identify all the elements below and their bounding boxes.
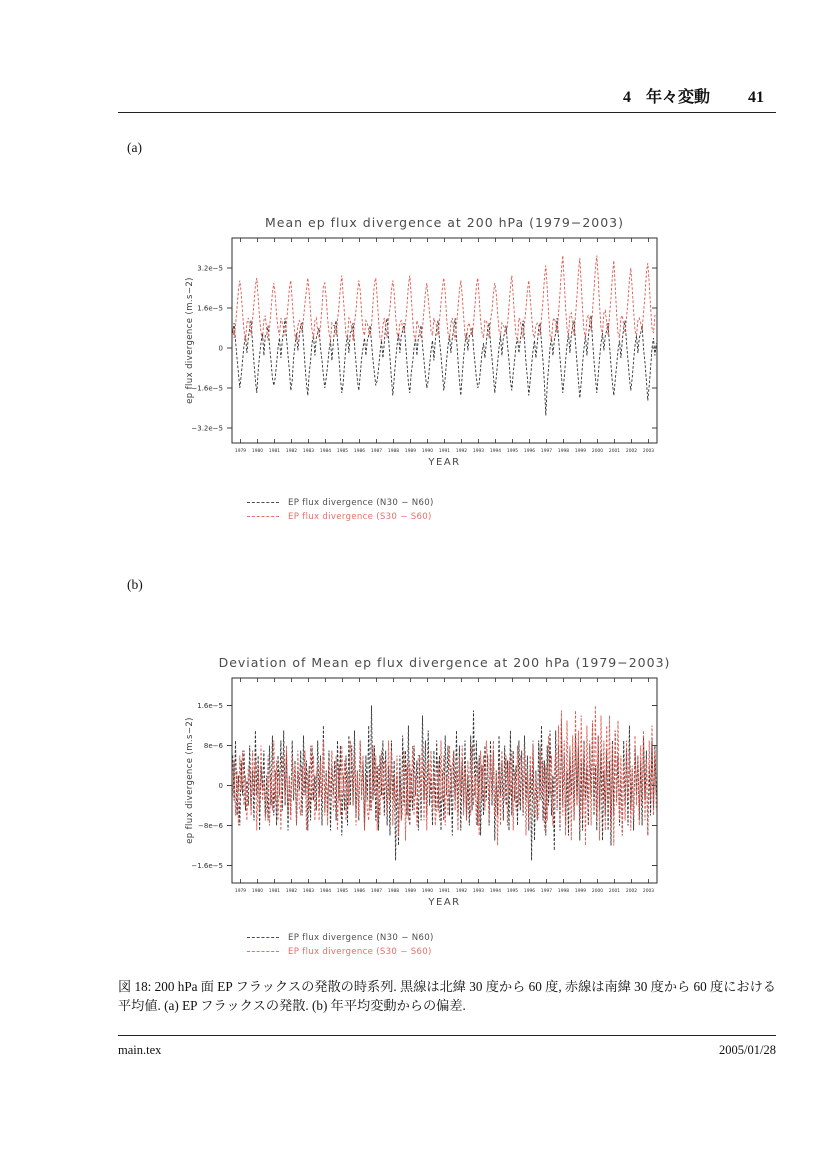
x-tick-label: 1990 [421, 889, 434, 894]
x-tick-label: 1980 [251, 889, 264, 894]
dashed-line-swatch [247, 951, 279, 952]
x-tick-label: 1995 [506, 889, 519, 894]
x-tick-label: 1997 [540, 449, 553, 454]
y-tick-label: 0 [218, 344, 223, 353]
x-tick-label: 1988 [387, 889, 400, 894]
legend-entry-s30-s60 [247, 510, 434, 524]
x-tick-label: 1980 [251, 449, 264, 454]
panel-label-b: (b) [127, 577, 143, 592]
y-tick-label: 0 [218, 782, 223, 790]
x-tick-label: 2001 [608, 889, 621, 894]
y-tick-label: 8e−6 [203, 742, 223, 750]
x-tick-label: 1991 [438, 449, 451, 454]
x-tick-label: 1989 [404, 449, 417, 454]
x-tick-label: 1987 [370, 449, 383, 454]
chart-b-canvas [118, 650, 718, 925]
x-tick-label: 1982 [285, 449, 298, 454]
x-tick-label: 1979 [234, 889, 247, 894]
chart-title: Mean ep flux divergence at 200 hPa (1979−2003) [264, 215, 625, 230]
chart-a-legend [247, 496, 434, 524]
x-tick-label: 1998 [557, 889, 570, 894]
x-tick-label: 1979 [234, 449, 247, 454]
x-tick-label: 1985 [336, 889, 349, 894]
x-tick-label: 1999 [574, 449, 587, 454]
y-tick-label: 1.6e−5 [197, 304, 223, 313]
y-tick-label: −1.6e−5 [191, 384, 223, 393]
x-tick-label: 2003 [642, 449, 655, 454]
dashed-line-swatch [247, 502, 279, 503]
x-tick-label: 1988 [387, 449, 400, 454]
footer-date: 2005/01/28 [719, 1043, 776, 1057]
x-tick-label: 1981 [268, 889, 281, 894]
x-tick-label: 1987 [370, 889, 383, 894]
dashed-line-swatch [247, 516, 279, 517]
x-tick-label: 1989 [404, 889, 417, 894]
chart-b-legend [247, 931, 434, 959]
section-number: 4 [622, 89, 631, 106]
chart-title: Deviation of Mean ep flux divergence at 200 hPa (1979−2003) [218, 655, 671, 670]
x-tick-label: 1984 [319, 449, 332, 454]
legend-entry-s30-s60 [247, 945, 434, 959]
y-tick-label: 3.2e−5 [197, 264, 223, 273]
x-tick-label: 2000 [591, 449, 604, 454]
legend-entry-n30-n60 [247, 931, 434, 945]
dashed-line-swatch [247, 937, 279, 938]
series-line-1 [233, 706, 657, 846]
legend-label: EP flux divergence (S30 − S60) [288, 512, 432, 522]
x-tick-label: 1982 [285, 889, 298, 894]
series-line-0 [233, 316, 657, 416]
chart-a-canvas [118, 210, 718, 485]
page-footer [118, 1035, 776, 1058]
x-tick-label: 1992 [455, 449, 468, 454]
legend-label: EP flux divergence (S30 − S60) [288, 947, 432, 957]
x-tick-label: 2002 [625, 449, 638, 454]
x-tick-label: 1993 [472, 449, 485, 454]
x-tick-label: 1983 [302, 889, 315, 894]
y-tick-label: −8e−6 [198, 822, 223, 830]
x-tick-label: 1994 [489, 889, 502, 894]
x-tick-label: 2003 [642, 889, 655, 894]
legend-label: EP flux divergence (N30 − N60) [288, 933, 434, 943]
x-tick-label: 1996 [523, 449, 536, 454]
x-tick-label: 1986 [353, 449, 366, 454]
legend-entry-n30-n60 [247, 496, 434, 510]
legend-label: EP flux divergence (N30 − N60) [288, 498, 434, 508]
panel-label-a: (a) [127, 140, 142, 155]
page-number: 41 [748, 89, 764, 106]
x-tick-label: 1984 [319, 889, 332, 894]
y-axis-label: ep flux divergence (m.s−2) [185, 277, 195, 404]
x-tick-label: 1986 [353, 889, 366, 894]
x-tick-label: 1999 [574, 889, 587, 894]
x-tick-label: 1993 [472, 889, 485, 894]
x-tick-label: 1985 [336, 449, 349, 454]
x-tick-label: 1994 [489, 449, 502, 454]
x-tick-label: 1991 [438, 889, 451, 894]
x-tick-label: 1995 [506, 449, 519, 454]
x-tick-label: 2000 [591, 889, 604, 894]
section-title: 年々変動 [645, 89, 710, 106]
y-tick-label: −1.6e−5 [191, 862, 223, 870]
x-tick-label: 1998 [557, 449, 570, 454]
x-tick-label: 1996 [523, 889, 536, 894]
page-header [118, 84, 776, 113]
figure-caption: 図 18: 200 hPa 面 EP フラックスの発散の時系列. 黒線は北緯 30 度から 60 度, 赤線は南緯 30 度から 60 度における平均値. (a) EP フラックスの発散. (b) 年平均変動からの偏差. [118, 979, 776, 1013]
x-tick-label: 1992 [455, 889, 468, 894]
footer-filename: main.tex [118, 1043, 162, 1057]
series-line-1 [233, 256, 657, 341]
x-tick-label: 1981 [268, 449, 281, 454]
x-tick-label: 2002 [625, 889, 638, 894]
y-axis-label: ep flux divergence (m.s−2) [185, 717, 195, 844]
x-tick-label: 1997 [540, 889, 553, 894]
x-tick-label: 2001 [608, 449, 621, 454]
x-axis-label: YEAR [428, 457, 461, 468]
x-tick-label: 1983 [302, 449, 315, 454]
x-axis-label: YEAR [428, 897, 461, 908]
y-tick-label: −3.2e−5 [191, 424, 223, 433]
x-tick-label: 1990 [421, 449, 434, 454]
y-tick-label: 1.6e−5 [197, 702, 223, 710]
